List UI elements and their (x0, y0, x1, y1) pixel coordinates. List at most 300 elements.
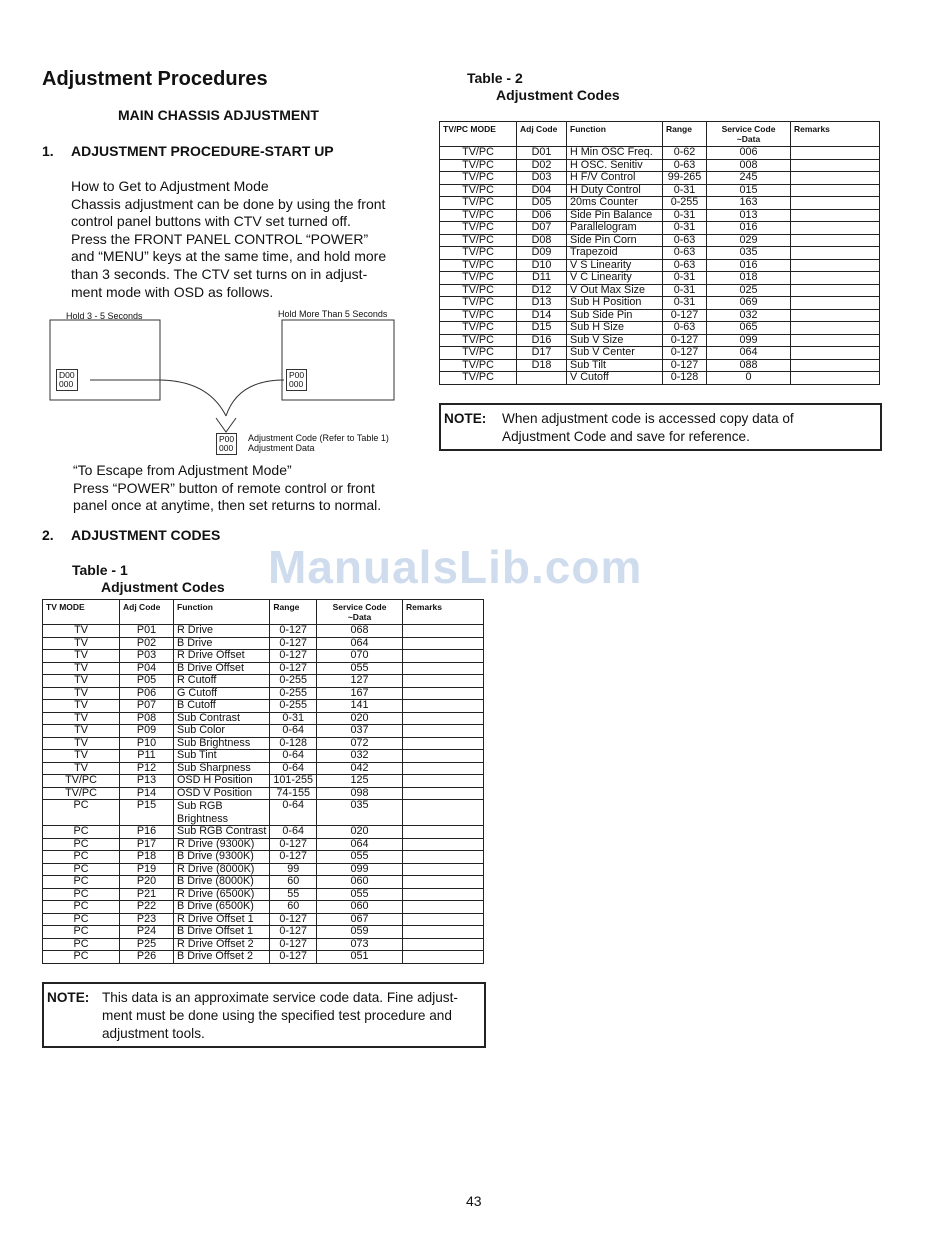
diagram-connector-lines (48, 318, 398, 418)
section-1-line: control panel buttons with CTV set turned off. (71, 213, 351, 230)
cell-range: 0-62 (663, 147, 707, 160)
cell-function: B Drive (6500K) (174, 901, 270, 914)
section-2-title: ADJUSTMENT CODES (71, 527, 221, 543)
col-header: Function (567, 122, 663, 147)
cell-service-data: 127 (317, 675, 403, 688)
cell-remarks (403, 851, 484, 864)
cell-adj-code: D08 (517, 234, 567, 247)
cell-adj-code: P17 (120, 838, 174, 851)
cell-service-data: 032 (317, 750, 403, 763)
table-row (43, 750, 484, 763)
cell-function: H OSC. Senitiv (567, 159, 663, 172)
table-row (43, 938, 484, 951)
cell-remarks (791, 234, 880, 247)
table-row (440, 322, 880, 335)
col-header: Remarks (791, 122, 880, 147)
cell-remarks (791, 297, 880, 310)
cell-mode: TV/PC (440, 209, 517, 222)
note-line: Adjustment Code and save for reference. (502, 429, 750, 444)
cell-function: G Cutoff (174, 687, 270, 700)
cell-mode: TV/PC (440, 147, 517, 160)
cell-remarks (791, 359, 880, 372)
cell-range: 0-64 (270, 762, 317, 775)
page-subtitle: MAIN CHASSIS ADJUSTMENT (118, 107, 319, 123)
cell-range: 0-63 (663, 247, 707, 260)
cell-range: 0-127 (270, 851, 317, 864)
cell-adj-code: P09 (120, 725, 174, 738)
cell-mode: TV/PC (440, 284, 517, 297)
cell-range: 0-255 (270, 675, 317, 688)
table-row (43, 951, 484, 964)
table-row (43, 712, 484, 725)
cell-function: R Drive Offset 1 (174, 913, 270, 926)
section-2-number: 2. (42, 527, 54, 543)
col-header: TV MODE (43, 600, 120, 625)
cell-adj-code: D01 (517, 147, 567, 160)
cell-function: 20ms Counter (567, 197, 663, 210)
cell-service-data: 245 (707, 172, 791, 185)
cell-range: 0-31 (270, 712, 317, 725)
adjustment-codes-table-1 (42, 599, 484, 964)
cell-range: 0-64 (270, 800, 317, 826)
cell-remarks (791, 322, 880, 335)
cell-mode: TV/PC (440, 222, 517, 235)
col-header: Remarks (403, 600, 484, 625)
cell-adj-code: D03 (517, 172, 567, 185)
cell-service-data: 064 (317, 838, 403, 851)
cell-range: 0-31 (663, 209, 707, 222)
cell-service-data: 068 (317, 625, 403, 638)
cell-service-data: 070 (317, 650, 403, 663)
cell-function: H F/V Control (567, 172, 663, 185)
cell-mode: TV (43, 650, 120, 663)
cell-range: 0-127 (270, 951, 317, 964)
screen-data: 000 (59, 379, 74, 389)
table-row (440, 222, 880, 235)
cell-service-data: 072 (317, 737, 403, 750)
cell-adj-code: D17 (517, 347, 567, 360)
cell-mode: TV (43, 687, 120, 700)
cell-adj-code: P12 (120, 762, 174, 775)
cell-remarks (791, 334, 880, 347)
legend-code: Adjustment Code (Refer to Table 1) (248, 433, 389, 443)
cell-adj-code: D02 (517, 159, 567, 172)
cell-function: Sub Side Pin (567, 309, 663, 322)
table-1-caption: Table - 1 (72, 562, 128, 578)
cell-remarks (791, 172, 880, 185)
table-row (43, 826, 484, 839)
cell-range: 0-127 (663, 309, 707, 322)
cell-service-data: 015 (707, 184, 791, 197)
cell-mode: TV/PC (440, 247, 517, 260)
table-row (440, 297, 880, 310)
cell-remarks (791, 247, 880, 260)
cell-service-data: 037 (317, 725, 403, 738)
section-1-line: How to Get to Adjustment Mode (71, 178, 269, 194)
cell-mode: TV/PC (440, 234, 517, 247)
cell-function: Parallelogram (567, 222, 663, 235)
cell-range: 0-63 (663, 159, 707, 172)
diagram-left-label: Hold 3 - 5 Seconds (66, 311, 143, 321)
cell-function: R Drive (9300K) (174, 838, 270, 851)
cell-mode: TV (43, 675, 120, 688)
cell-function: H Min OSC Freq. (567, 147, 663, 160)
cell-mode: TV (43, 637, 120, 650)
cell-service-data: 099 (707, 334, 791, 347)
cell-function: Sub Tilt (567, 359, 663, 372)
cell-service-data: 067 (317, 913, 403, 926)
cell-range: 55 (270, 888, 317, 901)
cell-service-data: 008 (707, 159, 791, 172)
note-label: NOTE: (444, 411, 487, 426)
table-row (440, 209, 880, 222)
cell-remarks (403, 762, 484, 775)
cell-adj-code: P02 (120, 637, 174, 650)
cell-adj-code: D18 (517, 359, 567, 372)
cell-service-data: 032 (707, 309, 791, 322)
table-row (440, 197, 880, 210)
cell-range: 0-127 (270, 650, 317, 663)
screen-code: D00 (59, 370, 75, 380)
note-line: This data is an approximate service code data. Fine adjust- (102, 990, 458, 1005)
cell-service-data: 065 (707, 322, 791, 335)
cell-service-data: 035 (707, 247, 791, 260)
watermark: ManualsLib.com (268, 541, 643, 593)
cell-mode: TV (43, 762, 120, 775)
cell-remarks (403, 775, 484, 788)
table-row (43, 863, 484, 876)
table-header-row (440, 122, 880, 147)
cell-mode: PC (43, 863, 120, 876)
diagram-legend (248, 433, 389, 453)
cell-remarks (791, 184, 880, 197)
cell-range: 0-31 (663, 184, 707, 197)
screen-data: 000 (289, 379, 304, 389)
table-row (43, 913, 484, 926)
cell-mode: PC (43, 826, 120, 839)
cell-service-data: 013 (707, 209, 791, 222)
cell-mode: TV/PC (43, 775, 120, 788)
cell-mode: PC (43, 901, 120, 914)
cell-function: V S Linearity (567, 259, 663, 272)
table-row (43, 650, 484, 663)
cell-remarks (791, 284, 880, 297)
table-row (43, 637, 484, 650)
cell-service-data: 060 (317, 876, 403, 889)
table-row (43, 800, 484, 826)
cell-remarks (403, 926, 484, 939)
cell-range: 0-255 (270, 687, 317, 700)
cell-remarks (791, 347, 880, 360)
table-row (43, 625, 484, 638)
cell-range: 0-31 (663, 222, 707, 235)
screen-code: P00 (289, 370, 305, 380)
col-header: Range (270, 600, 317, 625)
table-row (440, 284, 880, 297)
cell-mode: TV/PC (440, 347, 517, 360)
legend-data: Adjustment Data (248, 443, 315, 453)
cell-remarks (791, 372, 880, 385)
cell-function: Sub H Size (567, 322, 663, 335)
cell-range: 0-127 (270, 662, 317, 675)
cell-mode: PC (43, 938, 120, 951)
cell-service-data: 018 (707, 272, 791, 285)
col-header: Function (174, 600, 270, 625)
screen-code: P00 (219, 434, 235, 444)
cell-service-data: 055 (317, 851, 403, 864)
cell-adj-code: D14 (517, 309, 567, 322)
cell-service-data: 099 (317, 863, 403, 876)
cell-function: B Drive (9300K) (174, 851, 270, 864)
cell-adj-code (517, 372, 567, 385)
cell-mode: TV/PC (440, 359, 517, 372)
cell-adj-code: P07 (120, 700, 174, 713)
cell-function: R Drive (174, 625, 270, 638)
page-title: Adjustment Procedures (42, 68, 268, 90)
cell-remarks (791, 259, 880, 272)
cell-mode: TV/PC (440, 297, 517, 310)
cell-adj-code: P06 (120, 687, 174, 700)
note-line: When adjustment code is accessed copy data of (502, 411, 794, 426)
cell-remarks (403, 700, 484, 713)
cell-remarks (403, 625, 484, 638)
cell-adj-code: P25 (120, 938, 174, 951)
table-row (43, 901, 484, 914)
table-row (43, 675, 484, 688)
cell-range: 0-127 (270, 838, 317, 851)
table-1-title: Adjustment Codes (101, 579, 225, 595)
diagram-right-label: Hold More Than 5 Seconds (278, 309, 388, 319)
note-label: NOTE: (47, 990, 90, 1005)
escape-line: panel once at anytime, then set returns to normal. (73, 497, 382, 514)
cell-range: 0-64 (270, 826, 317, 839)
cell-adj-code: D05 (517, 197, 567, 210)
cell-remarks (403, 876, 484, 889)
table-1-note (42, 982, 486, 1048)
cell-mode: PC (43, 888, 120, 901)
cell-service-data: 064 (317, 637, 403, 650)
cell-adj-code: D12 (517, 284, 567, 297)
section-1-line: ment mode with OSD as follows. (71, 283, 274, 300)
cell-function: R Drive Offset (174, 650, 270, 663)
cell-adj-code: P20 (120, 876, 174, 889)
cell-remarks (403, 787, 484, 800)
cell-range: 0-64 (270, 750, 317, 763)
cell-range: 99 (270, 863, 317, 876)
cell-mode: TV/PC (440, 334, 517, 347)
cell-adj-code: P24 (120, 926, 174, 939)
cell-mode: TV/PC (440, 184, 517, 197)
cell-range: 0-128 (270, 737, 317, 750)
table-row (440, 259, 880, 272)
table-row (43, 737, 484, 750)
cell-function: V Out Max Size (567, 284, 663, 297)
cell-adj-code: P01 (120, 625, 174, 638)
table-row (43, 700, 484, 713)
cell-remarks (403, 687, 484, 700)
table-row (43, 851, 484, 864)
table-row (43, 687, 484, 700)
table-row (440, 147, 880, 160)
cell-function: R Drive Offset 2 (174, 938, 270, 951)
cell-function: B Drive (174, 637, 270, 650)
cell-mode: PC (43, 838, 120, 851)
cell-service-data: 035 (317, 800, 403, 826)
cell-remarks (403, 951, 484, 964)
cell-function: B Cutoff (174, 700, 270, 713)
cell-function: Sub Tint (174, 750, 270, 763)
cell-service-data: 029 (707, 234, 791, 247)
cell-remarks (403, 662, 484, 675)
cell-adj-code: D11 (517, 272, 567, 285)
cell-range: 60 (270, 876, 317, 889)
cell-remarks (791, 222, 880, 235)
col-header: Adj Code (120, 600, 174, 625)
table-2-title: Adjustment Codes (496, 87, 620, 103)
col-header: Adj Code (517, 122, 567, 147)
cell-service-data: 125 (317, 775, 403, 788)
table-row (43, 888, 484, 901)
cell-range: 0-127 (663, 359, 707, 372)
cell-mode: PC (43, 913, 120, 926)
cell-remarks (403, 888, 484, 901)
cell-function: Sub Brightness (174, 737, 270, 750)
cell-remarks (403, 725, 484, 738)
note-line: ment must be done using the specified test procedure and (102, 1008, 452, 1023)
cell-function: Sub RGB Brightness (174, 800, 270, 826)
cell-function: B Drive Offset 2 (174, 951, 270, 964)
cell-range: 0-255 (663, 197, 707, 210)
cell-mode: PC (43, 876, 120, 889)
cell-mode: TV/PC (440, 197, 517, 210)
cell-mode: TV/PC (440, 372, 517, 385)
cell-range: 0-127 (270, 625, 317, 638)
cell-adj-code: P05 (120, 675, 174, 688)
cell-adj-code: D09 (517, 247, 567, 260)
section-1-body (71, 178, 386, 301)
adjustment-codes-table-2 (439, 121, 880, 385)
cell-mode: TV (43, 712, 120, 725)
cell-remarks (403, 826, 484, 839)
cell-adj-code: P03 (120, 650, 174, 663)
cell-range: 0-31 (663, 272, 707, 285)
cell-range: 0-127 (270, 938, 317, 951)
cell-remarks (403, 913, 484, 926)
cell-adj-code: D10 (517, 259, 567, 272)
cell-service-data: 055 (317, 888, 403, 901)
table-row (43, 762, 484, 775)
cell-remarks (791, 147, 880, 160)
cell-range: 0-63 (663, 234, 707, 247)
cell-range: 0-127 (270, 637, 317, 650)
cell-range: 0-63 (663, 259, 707, 272)
cell-function: Side Pin Corn (567, 234, 663, 247)
cell-adj-code: P19 (120, 863, 174, 876)
cell-range: 0-64 (270, 725, 317, 738)
section-1-line: Chassis adjustment can be done by using the front (71, 195, 386, 212)
cell-remarks (403, 712, 484, 725)
section-1-heading (42, 143, 334, 159)
cell-adj-code: D15 (517, 322, 567, 335)
cell-service-data: 069 (707, 297, 791, 310)
cell-range: 60 (270, 901, 317, 914)
cell-function: Sub V Size (567, 334, 663, 347)
cell-function: Sub RGB Contrast (174, 826, 270, 839)
cell-range: 0-63 (663, 322, 707, 335)
cell-service-data: 060 (317, 901, 403, 914)
cell-service-data: 020 (317, 826, 403, 839)
col-header: Range (663, 122, 707, 147)
col-header: TV/PC MODE (440, 122, 517, 147)
cell-service-data: 088 (707, 359, 791, 372)
screen-data: 000 (219, 443, 234, 453)
note-line: adjustment tools. (102, 1026, 205, 1041)
cell-remarks (403, 800, 484, 826)
cell-function: B Drive Offset (174, 662, 270, 675)
cell-remarks (791, 209, 880, 222)
cell-remarks (791, 309, 880, 322)
cell-function: V C Linearity (567, 272, 663, 285)
cell-remarks (403, 675, 484, 688)
col-header: Service Code ~Data (317, 600, 403, 625)
cell-adj-code: P26 (120, 951, 174, 964)
table-row (43, 662, 484, 675)
cell-mode: TV (43, 625, 120, 638)
cell-function: H Duty Control (567, 184, 663, 197)
cell-adj-code: P22 (120, 901, 174, 914)
cell-mode: TV (43, 700, 120, 713)
table-row (440, 172, 880, 185)
cell-service-data: 020 (317, 712, 403, 725)
cell-adj-code: P18 (120, 851, 174, 864)
cell-range: 74-155 (270, 787, 317, 800)
cell-adj-code: D13 (517, 297, 567, 310)
cell-range: 0-255 (270, 700, 317, 713)
cell-adj-code: P16 (120, 826, 174, 839)
cell-service-data: 167 (317, 687, 403, 700)
table-2-note (439, 403, 882, 451)
cell-adj-code: P08 (120, 712, 174, 725)
cell-function: R Cutoff (174, 675, 270, 688)
cell-mode: TV/PC (440, 259, 517, 272)
cell-mode: TV/PC (440, 172, 517, 185)
cell-remarks (403, 863, 484, 876)
cell-function: R Drive (8000K) (174, 863, 270, 876)
section-1-number: 1. (42, 143, 54, 159)
cell-function: Sub Sharpness (174, 762, 270, 775)
cell-function: Side Pin Balance (567, 209, 663, 222)
table-row (440, 272, 880, 285)
cell-function: B Drive (8000K) (174, 876, 270, 889)
cell-service-data: 163 (707, 197, 791, 210)
cell-mode: PC (43, 800, 120, 826)
cell-range: 0-127 (663, 334, 707, 347)
cell-adj-code: P10 (120, 737, 174, 750)
table-row (440, 359, 880, 372)
cell-function: V Cutoff (567, 372, 663, 385)
cell-remarks (403, 650, 484, 663)
cell-function: Trapezoid (567, 247, 663, 260)
cell-function: Sub Contrast (174, 712, 270, 725)
table-row (440, 372, 880, 385)
table-row (43, 787, 484, 800)
cell-mode: TV/PC (440, 322, 517, 335)
section-2-heading (42, 527, 220, 543)
table-row (440, 234, 880, 247)
cell-service-data: 073 (317, 938, 403, 951)
table-header-row (43, 600, 484, 625)
cell-range: 101-255 (270, 775, 317, 788)
